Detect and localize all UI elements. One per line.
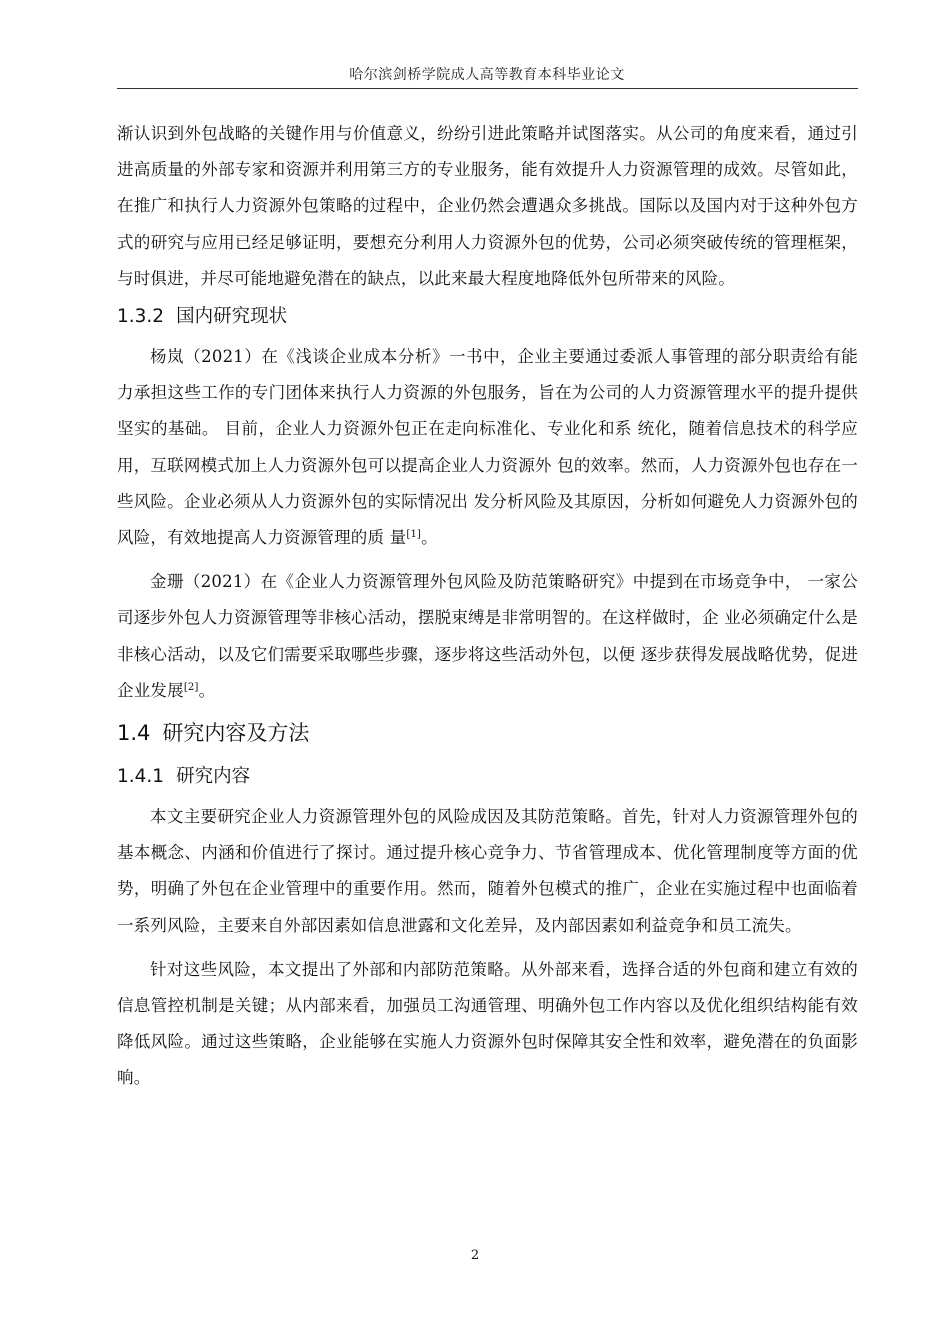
header-divider	[117, 88, 858, 89]
page-body	[117, 116, 858, 1097]
paragraph-strategies: 针对这些风险，本文提出了外部和内部防范策略。从外部来看，选择合适的外包商和建立有效的信息管控机制是关键；从内部来看，加强员工沟通管理、明确外包工作内容以及优化组织结构能有效降低风险。通过这些策略，企业能够在实施人力资源外包时保障其安全性和效率，避免潜在的负面影响。	[117, 959, 858, 1088]
section-heading-1-4	[117, 713, 858, 753]
citation-ref-2: [2]	[183, 681, 199, 693]
intro-paragraph: 渐认识到外包战略的关键作用与价值意义，纷纷引进此策略并试图落实。从公司的角度来看，通过引进高质量的外部专家和资源并利用第三方的专业服务，能有效提升人力资源管理的成效。尽管如此，在推广和执行人力资源外包策略的过程中，企业仍然会遭遇众多挑战。国际以及国内对于这种外包方式的研究与应用已经足够证明，要想充分利用人力资源外包的优势，公司必须突破传统的管理框架，与时俱进，并尽可能地避免潜在的缺点，以此来最大程度地降低外包所带来的风险。	[117, 124, 858, 288]
paragraph-yanglan	[117, 339, 858, 556]
paragraph-research-content: 本文主要研究企业人力资源管理外包的风险成因及其防范策略。首先，针对人力资源管理外包的基本概念、内涵和价值进行了探讨。通过提升核心竞争力、节省管理成本、优化管理制度等方面的优势，明确了外包在企业管理中的重要作用。然而，随着外包模式的推广，企业在实施过程中也面临着一系列风险，主要来自外部因素如信息泄露和文化差异，及内部因素如利益竞争和员工流失。	[117, 807, 858, 935]
section-title: 研究内容及方法	[162, 721, 310, 746]
section-title: 研究内容	[176, 766, 251, 788]
section-number: 1.3.2	[117, 306, 165, 328]
section-title: 国内研究现状	[176, 306, 288, 328]
section-number: 1.4	[117, 721, 151, 746]
paragraph-text: 金珊（2021）在《企业人力资源管理外包风险及防范策略研究》中提到在市场竞争中， 一家公司逐步外包人力资源管理等非核心活动，摆脱束缚是非常明智的。在这样做时，企 业必须确定什么是非核心活动，以及它们需要采取哪些步骤，逐步将这些活动外包，以便 逐步获得发展战略优势，促进企业发展	[117, 572, 858, 700]
section-number: 1.4.1	[117, 766, 165, 788]
citation-ref-1: [1]	[406, 529, 422, 541]
section-heading-1-4-1	[117, 759, 858, 795]
section-heading-1-3-2	[117, 299, 858, 335]
paragraph-end: 。	[421, 528, 438, 548]
page-header: 哈尔滨剑桥学院成人高等教育本科毕业论文	[349, 67, 625, 83]
page-number: 2	[470, 1248, 480, 1263]
paragraph-jinshan	[117, 564, 858, 709]
paragraph-text: 杨岚（2021）在《浅谈企业成本分析》一书中，企业主要通过委派人事管理的部分职责给有能力承担这些工作的专门团体来执行人力资源的外包服务，旨在为公司的人力资源管理水平的提升提供坚实的基础。 目前，企业人力资源外包正在走向标准化、专业化和系 统化，随着信息技术的科学应用，互联网模式加上人力资源外包可以提高企业人力资源外 包的效率。然而，人力资源外包也存在一些风险。企业必须从人力资源外包的实际情况出 发分析风险及其原因，分析如何避免人力资源外包的风险，有效地提高人力资源管理的质 量	[117, 347, 858, 548]
paragraph-end: 。	[198, 680, 216, 700]
